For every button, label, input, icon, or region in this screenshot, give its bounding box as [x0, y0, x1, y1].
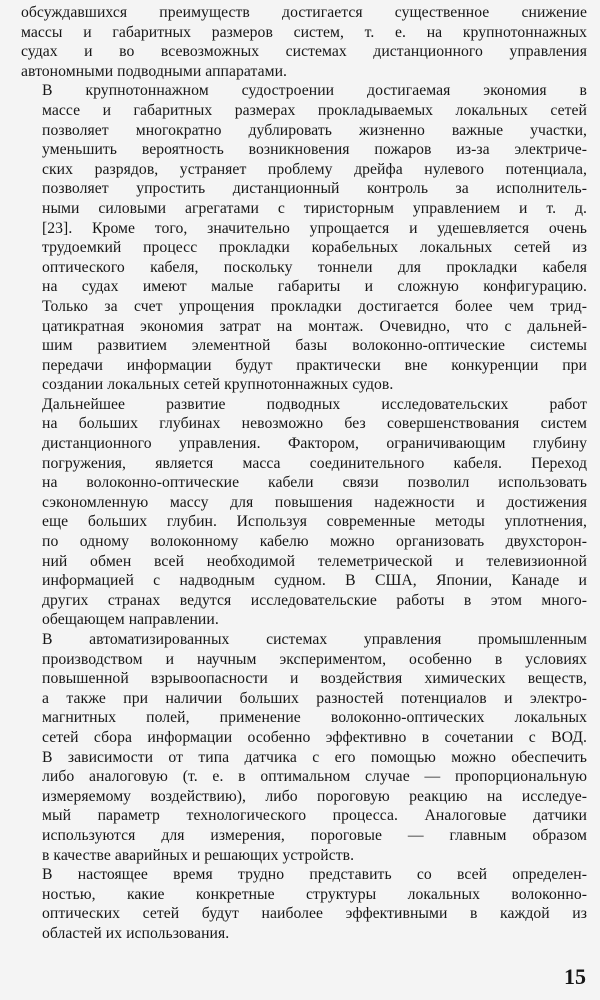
text-line: на волоконно-оптические кабели связи позволил использовать [42, 474, 587, 492]
text-line: ными силовыми агрегатами с тиристорным управлением и т. д. [42, 199, 587, 217]
text-line: мый параметр технологического процесса. Аналоговые датчики [42, 807, 587, 825]
text-line: оптического кабеля, поскольку тоннели для прокладки кабеля [42, 258, 587, 276]
text-line: В крупнотоннажном судостроении достигаемая экономия в [42, 82, 587, 100]
text-line: областей их использования. [42, 924, 230, 942]
page-number: 15 [564, 964, 586, 989]
paragraph [21, 3, 587, 81]
text-line: обсуждавшихся преимуществ достигается существенное снижение [21, 4, 587, 21]
text-line: ских разрядов, устраняет проблему дрейфа нулевого потенциала, [42, 160, 587, 178]
text-line: [23]. Кроме того, значительно упрощается и удешевляется очень [42, 219, 587, 237]
text-line: производством и научным экспериментом, особенно в условиях [42, 650, 587, 668]
text-line: в качестве аварийных и решающих устройств. [42, 846, 355, 864]
text-line: сэкономленную массу для повышения надежности и достижения [42, 493, 587, 511]
text-line: Только за счет упрощения прокладки достигается более чем трид- [42, 297, 587, 315]
text-line: оптических сетей будут наиболее эффективными в каждой из [42, 905, 587, 923]
text-line: либо аналоговую (т. е. в оптимальном случае — пропорциональную [42, 768, 587, 786]
text-line: массе и габаритных размерах прокладываемых локальных сетей [42, 101, 587, 119]
text-line: трудоемкий процесс прокладки корабельных локальных сетей из [42, 239, 587, 257]
text-line: ний обмен всей необходимой телеметрической и телевизионной [42, 552, 587, 570]
text-line: измеряемому воздействию), либо пороговую реакцию на исследуе- [42, 787, 587, 805]
text-line: В автоматизированных системах управления промышленным [42, 631, 587, 648]
text-line: шим развитием элементной базы волоконно-оптические системы [42, 337, 587, 355]
text-line: автономными подводными аппаратами. [21, 62, 288, 80]
text-line: еще больших глубин. Используя современные методы уплотнения, [42, 513, 587, 531]
text-line: уменьшить вероятность возникновения пожаров из-за электриче- [42, 141, 587, 159]
text-line: судах и во всевозможных системах дистанционного управления [21, 43, 587, 61]
paragraph [21, 865, 587, 943]
text-line: позволяет упростить дистанционный контроль за исполнитель- [42, 180, 587, 198]
text-line: дистанционного управления. Фактором, ограничивающим глубину [42, 435, 587, 453]
paragraph [21, 630, 587, 865]
text-line: В зависимости от типа датчика с его помощью можно обеспечить [42, 748, 587, 766]
text-line: используются для измерения, пороговые — главным образом [42, 826, 587, 844]
paragraph [21, 395, 587, 630]
text-line: ностью, какие конкретные структуры локальных волоконно- [42, 885, 587, 903]
text-line: по одному волоконному кабелю можно организовать двухсторон- [42, 533, 587, 551]
text-line: цатикратная экономия затрат на монтаж. Очевидно, что с дальней- [42, 317, 587, 335]
text-line: других странах ведутся исследовательские работы в этом много- [42, 591, 587, 609]
text-line: массы и габаритных размеров систем, т. е. на крупнотоннажных [21, 23, 587, 41]
text-line: сетей сбора информации особенно эффективно в сочетании с ВОД. [42, 728, 587, 746]
page-body [21, 3, 587, 944]
paragraph [21, 81, 587, 395]
text-line: позволяет многократно дублировать жизненно важные участки, [42, 121, 587, 139]
text-line: магнитных полей, применение волоконно-оптических локальных [42, 709, 587, 727]
text-line: обещающем направлении. [42, 611, 219, 629]
text-line: информацией с надводным судном. В США, Японии, Канаде и [42, 572, 587, 590]
text-line: на судах имеют малые габариты и сложную конфигурацию. [42, 278, 587, 296]
text-line: повышенной взрывоопасности и воздействия химических веществ, [42, 670, 587, 688]
text-line: на больших глубинах невозможно без совершенствования систем [42, 415, 587, 433]
text-line: передачи информации будут практически вне конкуренции при [42, 356, 587, 374]
text-line: создании локальных сетей крупнотоннажных судов. [42, 376, 394, 394]
text-line: а также при наличии больших разностей потенциалов и электро- [42, 689, 587, 707]
text-line: погружения, является масса соединительного кабеля. Переход [42, 454, 587, 472]
text-line: В настоящее время трудно представить со всей определен- [42, 866, 587, 884]
text-line: Дальнейшее развитие подводных исследовательских работ [42, 395, 587, 413]
